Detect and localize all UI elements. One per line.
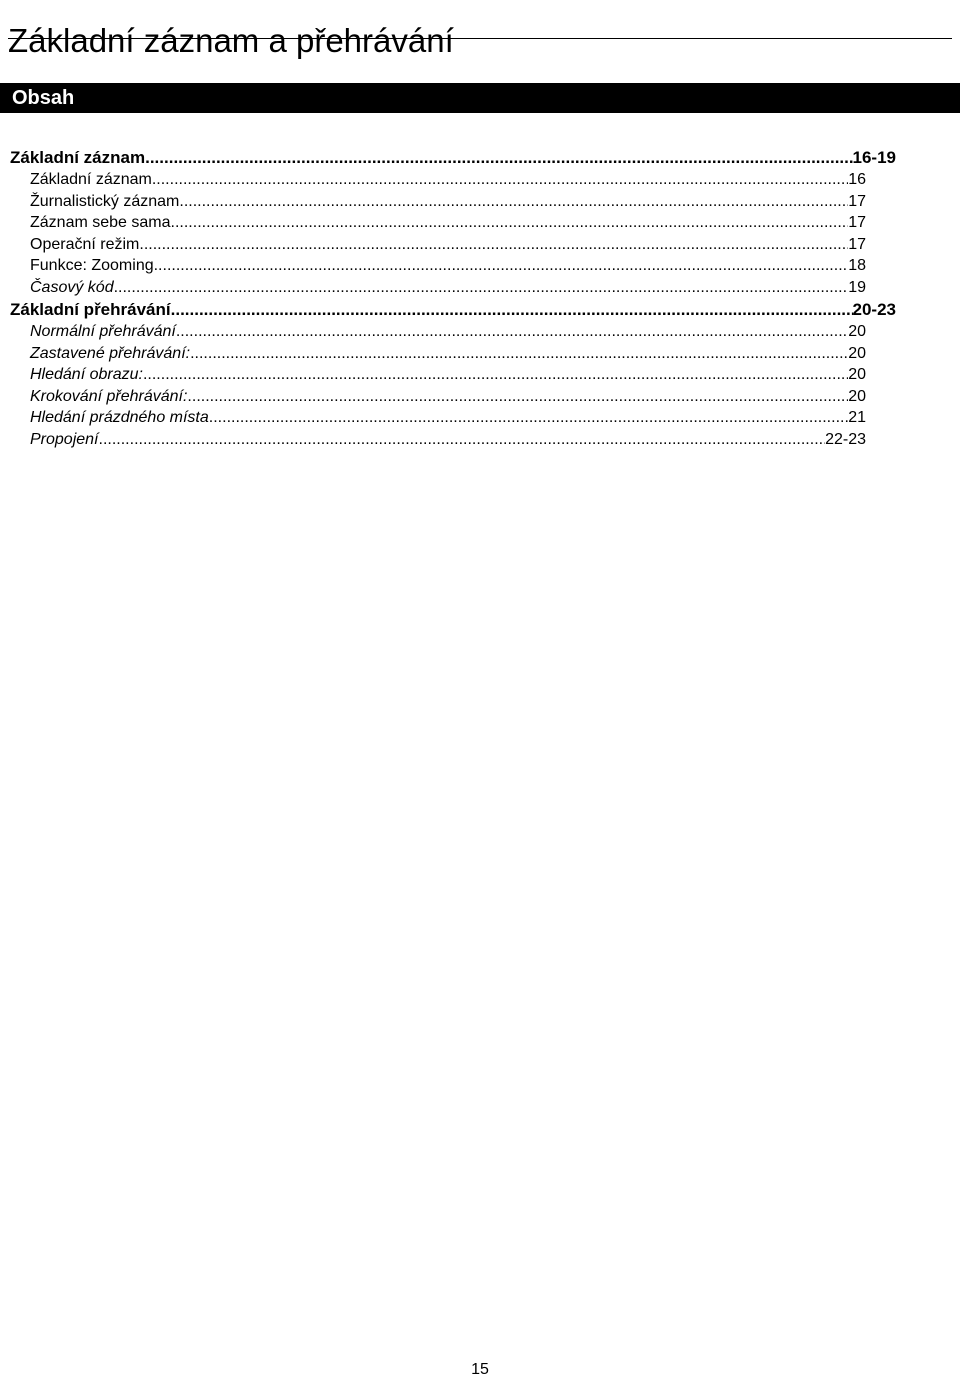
toc-entry[interactable] <box>10 429 866 451</box>
toc-entry[interactable] <box>10 146 896 169</box>
toc-leader-dots <box>209 407 848 429</box>
toc-leader-dots <box>139 234 848 256</box>
toc-entry-page: 16-19 <box>852 148 896 167</box>
section-header-bar <box>0 83 960 113</box>
toc-entry[interactable] <box>10 407 866 429</box>
toc-entry[interactable] <box>10 277 866 299</box>
table-of-contents <box>10 146 897 450</box>
toc-leader-dots <box>154 255 849 277</box>
toc-entry-page: 17 <box>848 214 866 231</box>
toc-entry-label: Záznam sebe sama <box>30 214 171 231</box>
toc-entry-page: 17 <box>848 235 866 253</box>
toc-entry-label: Propojení <box>30 430 99 448</box>
toc-entry-label: Normální přehrávání <box>30 323 176 340</box>
toc-entry-label: Žurnalistický záznam <box>30 192 180 210</box>
toc-entry-label: Zastavené přehrávání: <box>30 344 191 362</box>
toc-entry[interactable] <box>10 255 866 277</box>
title-divider <box>8 38 952 39</box>
toc-leader-dots <box>171 212 849 234</box>
toc-entry-label: Krokování přehrávání: <box>30 387 188 405</box>
toc-entry[interactable] <box>10 169 866 191</box>
toc-leader-dots <box>179 191 848 213</box>
toc-entry[interactable] <box>10 212 866 234</box>
toc-leader-dots <box>143 364 848 386</box>
toc-entry-page: 18 <box>848 257 866 274</box>
toc-entry-page: 21 <box>848 409 866 426</box>
toc-entry-label: Hledání prázdného místa <box>30 409 209 426</box>
toc-entry[interactable] <box>10 234 866 256</box>
toc-entry[interactable] <box>10 298 896 321</box>
toc-entry[interactable] <box>10 364 866 386</box>
page-title: Základní záznam a přehrávání <box>8 22 454 60</box>
toc-leader-dots <box>145 146 852 169</box>
toc-leader-dots <box>190 343 848 365</box>
toc-entry-page: 20-23 <box>852 300 896 319</box>
page-number: 15 <box>471 1361 489 1378</box>
toc-leader-dots <box>171 298 853 321</box>
toc-leader-dots <box>152 169 848 191</box>
toc-entry-page: 17 <box>848 192 866 210</box>
toc-leader-dots <box>114 277 849 299</box>
toc-entry-label: Hledání obrazu: <box>30 366 143 383</box>
toc-entry-page: 20 <box>848 366 866 383</box>
toc-entry-label: Časový kód <box>30 278 114 296</box>
section-title: Obsah <box>12 87 75 109</box>
toc-entry[interactable] <box>10 343 866 365</box>
toc-leader-dots <box>176 321 848 343</box>
toc-entry-page: 20 <box>848 387 866 405</box>
toc-leader-dots <box>99 429 826 451</box>
toc-entry-label: Základní přehrávání <box>10 300 171 319</box>
toc-entry[interactable] <box>10 386 866 408</box>
toc-leader-dots <box>187 386 848 408</box>
toc-entry-page: 19 <box>848 278 866 296</box>
toc-entry-label: Operační režim <box>30 235 140 253</box>
toc-entry[interactable] <box>10 191 866 213</box>
toc-entry-label: Základní záznam <box>10 148 146 167</box>
toc-entry-page: 20 <box>848 323 866 340</box>
toc-entry[interactable] <box>10 321 866 343</box>
toc-entry-page: 16 <box>848 171 866 188</box>
toc-entry-label: Funkce: Zooming <box>30 257 154 274</box>
toc-entry-label: Základní záznam <box>30 171 152 188</box>
toc-entry-page: 20 <box>848 344 866 362</box>
toc-entry-page: 22-23 <box>825 430 866 448</box>
